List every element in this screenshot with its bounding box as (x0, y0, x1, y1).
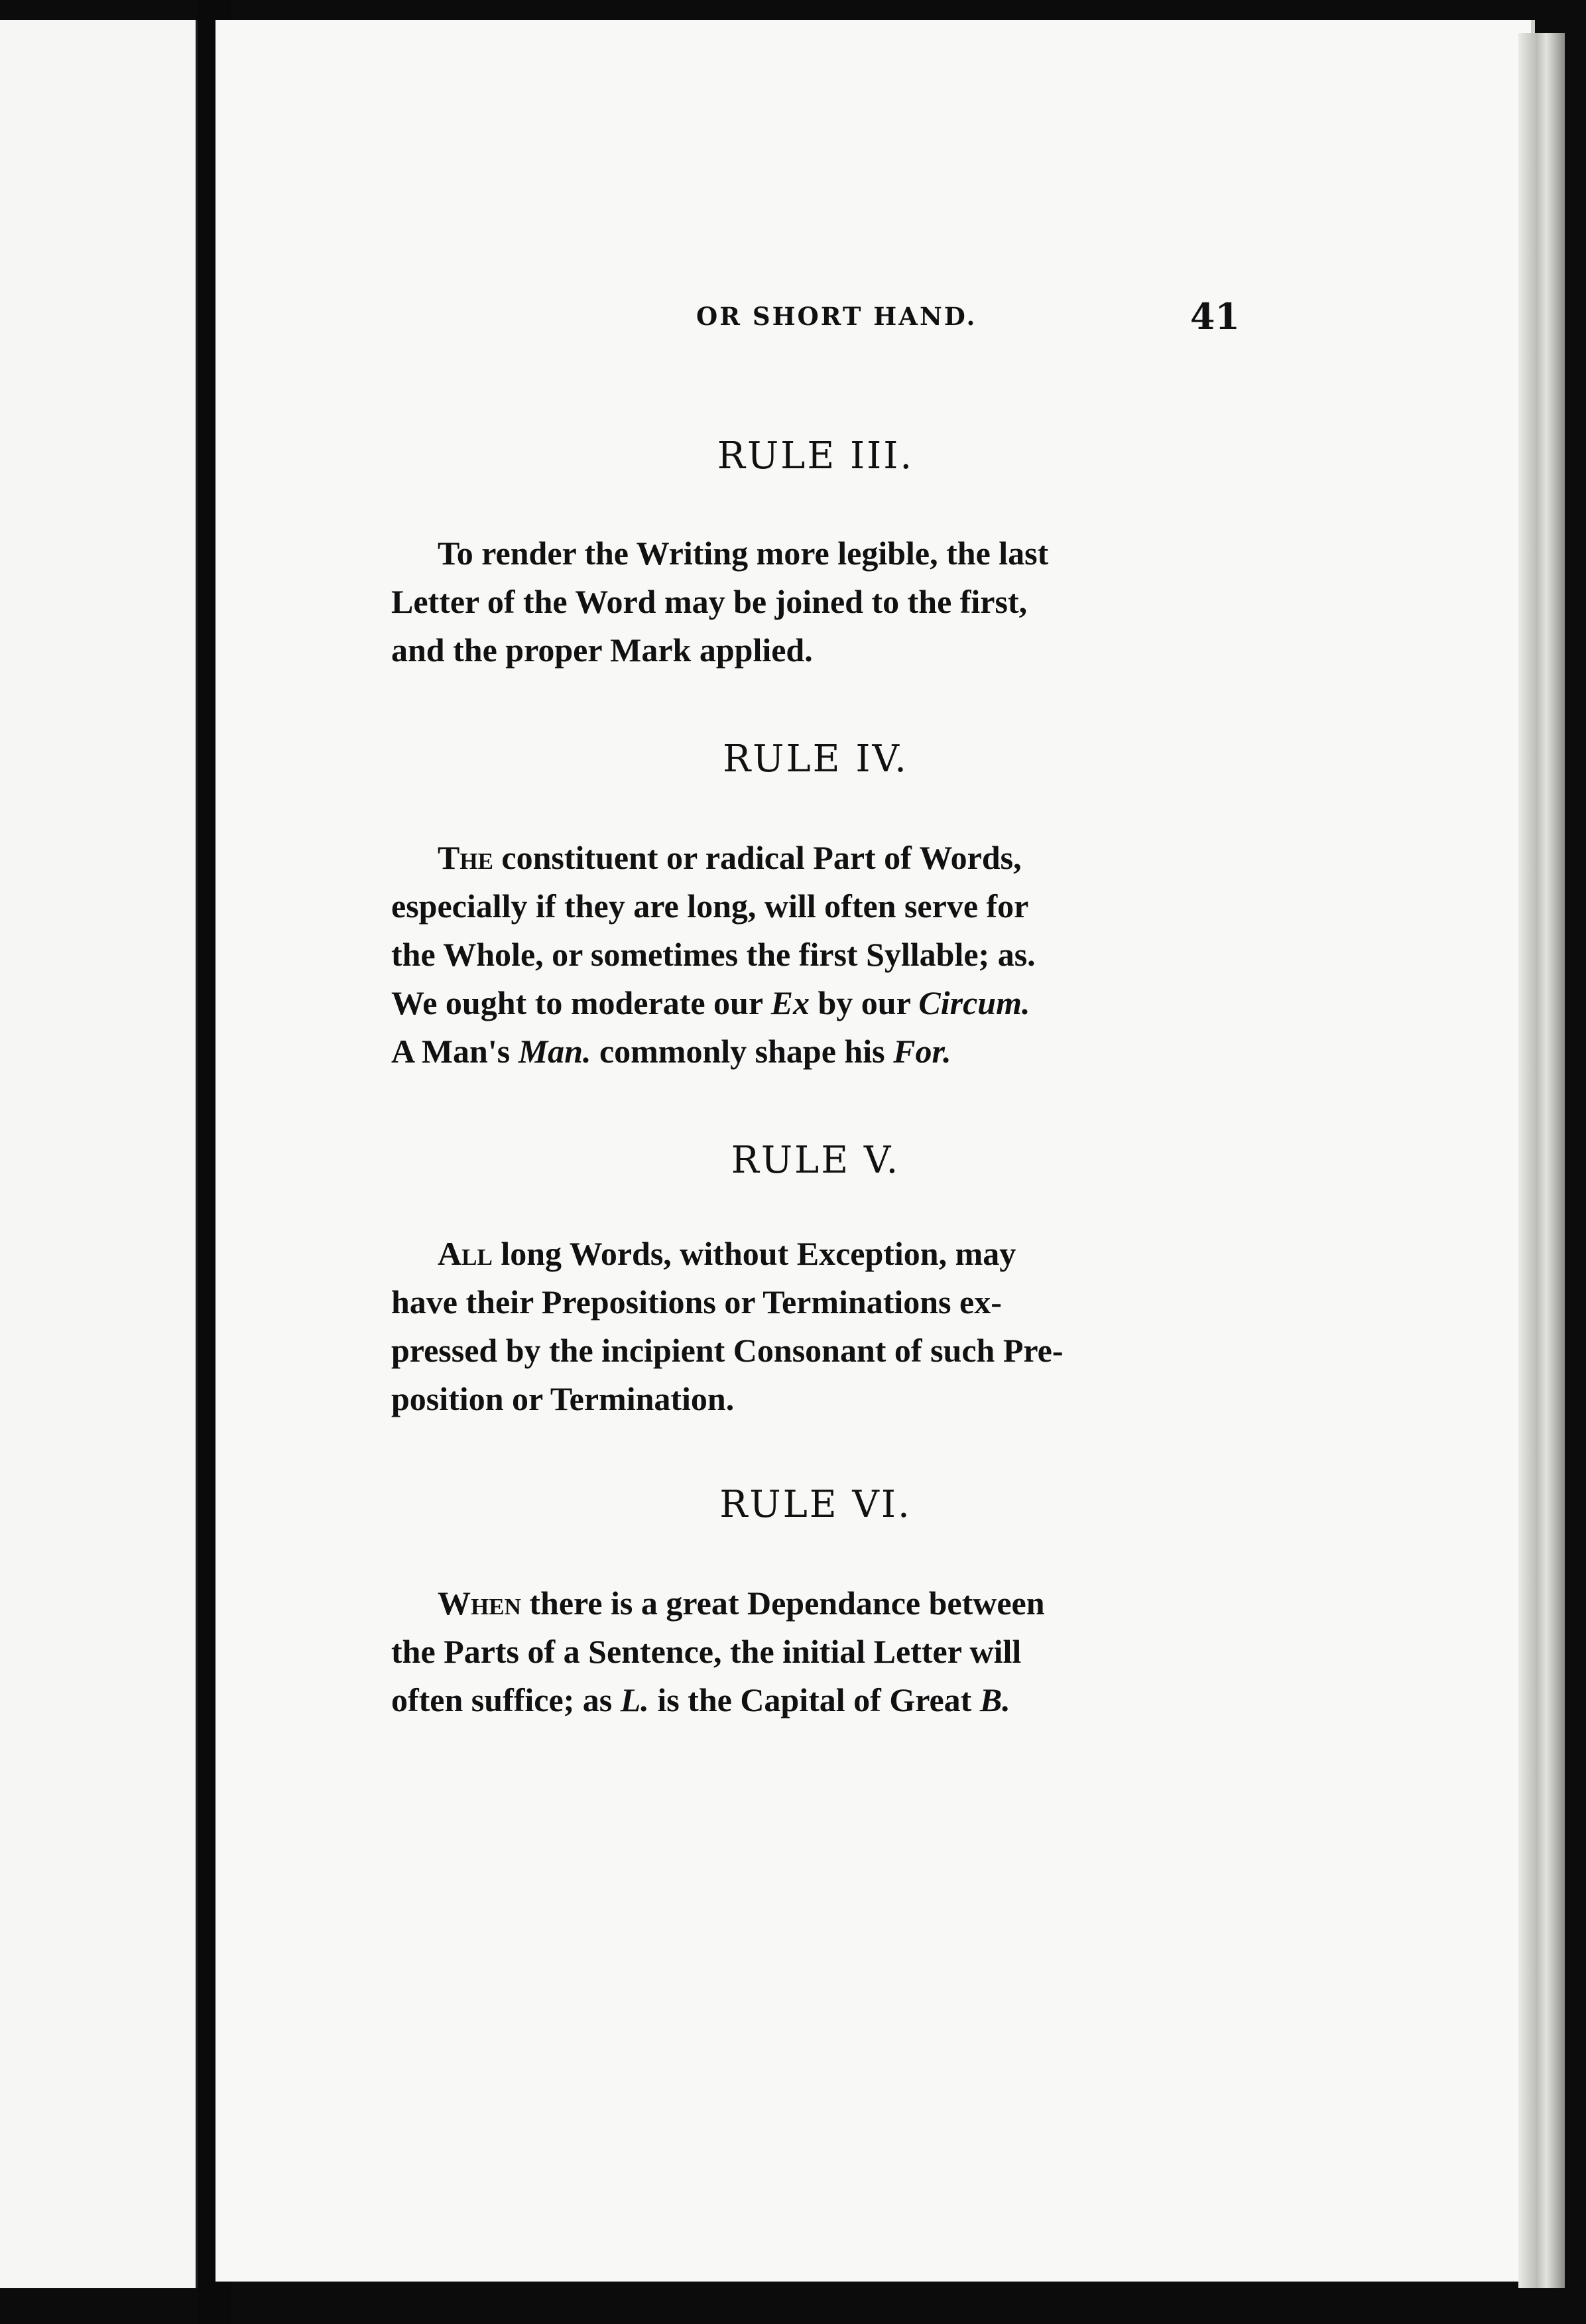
rule-body (391, 1230, 1240, 1423)
text-line: A Man's Man. commonly shape his For. (391, 1033, 951, 1070)
text-line: and the proper Mark applied. (391, 631, 813, 669)
left-page (0, 20, 198, 2288)
text-line: When there is a great Dependance between (438, 1584, 1045, 1622)
page-header (391, 295, 1240, 361)
text-line: We ought to moderate our Ex by our Circum. (391, 984, 1030, 1021)
text-line: have their Prepositions or Terminations ex- (391, 1283, 1002, 1321)
text-line: the Parts of a Sentence, the initial Letter will (391, 1633, 1022, 1670)
text-line: often suffice; as L. is the Capital of Great B. (391, 1681, 1010, 1718)
text-line: position or Termination. (391, 1380, 735, 1417)
text-line: pressed by the incipient Consonant of such Pre- (391, 1332, 1064, 1369)
text-line: especially if they are long, will often serve for (391, 887, 1029, 925)
page-number: 41 (1190, 295, 1240, 338)
text-line: The constituent or radical Part of Words, (438, 839, 1022, 876)
text-line: Letter of the Word may be joined to the first, (391, 583, 1028, 620)
text-line: the Whole, or sometimes the first Syllable; as. (391, 936, 1036, 973)
rule-heading: RULE V. (731, 1139, 900, 1182)
rule-body (391, 1579, 1240, 1724)
rule-heading: RULE III. (717, 434, 914, 478)
page-edge (1518, 33, 1565, 2288)
running-head: OR SHORT HAND. (696, 302, 977, 331)
page-content (391, 295, 1240, 1724)
rule-body (391, 529, 1240, 675)
rule-heading: RULE IV. (723, 738, 908, 781)
text-line: To render the Writing more legible, the last (438, 535, 1049, 572)
rule-heading: RULE VI. (719, 1483, 912, 1526)
rule-body (391, 834, 1240, 1076)
text-line: All long Words, without Exception, may (438, 1235, 1016, 1272)
